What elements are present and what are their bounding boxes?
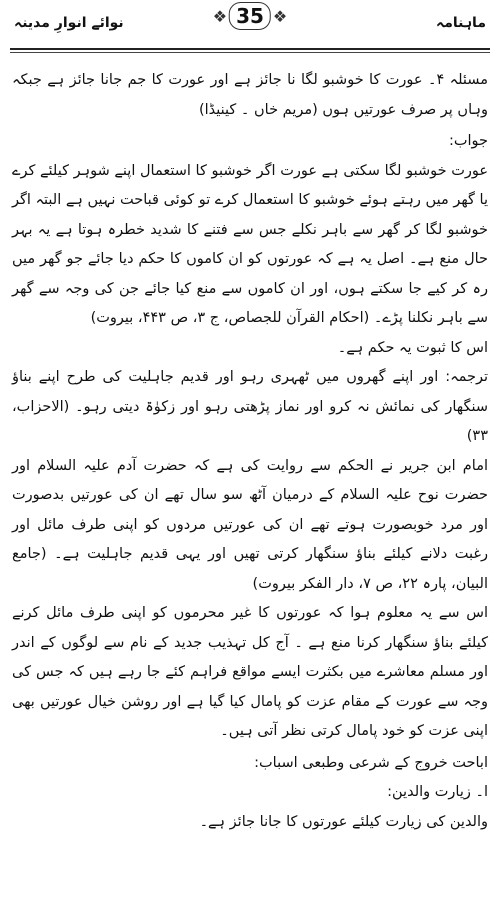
answer-heading: جواب: <box>448 133 488 149</box>
question-paragraph: مسئلہ ۴۔ عورت کا خوشبو لگا نا جائز ہے اور عورت کا جم جانا جائز ہے جبکہ وہاں پر صرف عورتیں ہوں (مریم خاں ۔ کینیڈا) <box>12 72 488 118</box>
header-divider <box>10 48 490 50</box>
ornament-right-icon: ❖ <box>272 6 288 26</box>
ornament-left-icon: ❖ <box>212 6 228 26</box>
magazine-title: نوائے انوارِ مدینہ <box>14 15 124 31</box>
page-number-box <box>213 2 288 30</box>
answer-paragraph: عورت خوشبو لگا سکتی ہے عورت اگر خوشبو کا استعمال اپنے شوہر کیلئے کرے یا گھر میں رہتے ہوئے خوشبو کا استعمال کرے تو کوئی قباحت نہیں ہے البتہ اگر خوشبو لگا کر گھر سے باہر نکلے جس سے فتنے کا شدید خطرہ ہوتا ہے یہ بہر حال منع ہے۔ اصل یہ ہے کہ عورتوں کو ان کاموں کا حکم دیا جائے جو گھر میں رہ کر کیے جا سکتے ہوں، اور ان کاموں سے منع کیا جائے جن کی وجہ سے گھر سے باہر نکلنا پڑے۔ (احکام القرآن للجصاص، ج ۳، ص ۴۴۳، بیروت) <box>12 162 488 326</box>
page-number: 35 <box>229 2 271 30</box>
translation-paragraph: ترجمہ: اور اپنے گھروں میں ٹھہری رہو اور قدیم جاہلیت کی طرح اپنے بناؤ سنگھار کی نمائش نہ کرو اور نماز پڑھتی رہو اور زکوٰۃ دیتی رہو۔ (الاحزاب، ۳۳) <box>12 369 488 444</box>
header-divider-thin <box>10 52 490 53</box>
conclusion-paragraph: اس سے یہ معلوم ہوا کہ عورتوں کا غیر محرموں کو اپنی طرف مائل کرنے کیلئے بناؤ سنگھار کرنا منع ہے ۔ آج کل تہذیب جدید کے نام سے لوگوں کے اندر اور مسلم معاشرے میں بکثرت ایسے مواقع فراہم کئے جا رہے ہیں کہ جس کی وجہ سے عورت کے مقام عزت کو پامال کیا گیا ہے اور روشن خیال عورتیں بھی اپنی عزت کو خود پامال کرتی نظر آتی ہیں۔ <box>12 605 488 739</box>
article-body <box>12 66 488 837</box>
closing-line: والدین کی زیارت کیلئے عورتوں کا جانا جائز ہے۔ <box>199 813 488 830</box>
proof-line: اس کا ثبوت یہ حکم ہے۔ <box>337 339 488 356</box>
subsection-heading: ا۔ زیارت والدین: <box>387 784 488 800</box>
magazine-label: ماہنامہ <box>436 15 486 31</box>
section-heading: اباحت خروج کے شرعی وطبعی اسباب: <box>254 754 488 771</box>
narration-paragraph: امام ابن جریر نے الحکم سے روایت کی ہے کہ حضرت آدم علیہ السلام اور حضرت نوح علیہ السلام کے درمیان آٹھ سو سال تھے ان کی عورتیں بدصورت اور مرد خوبصورت ہوتے تھے ان کی عورتیں مردوں کو اپنی طرف مائل اور رغبت دلانے کیلئے بناؤ سنگھار کرتی تھیں اور یہی قدیم جاہلیت ہے۔ (جامع البیان، پارہ ۲۲، ص ۷، دار الفکر بیروت) <box>12 457 488 592</box>
